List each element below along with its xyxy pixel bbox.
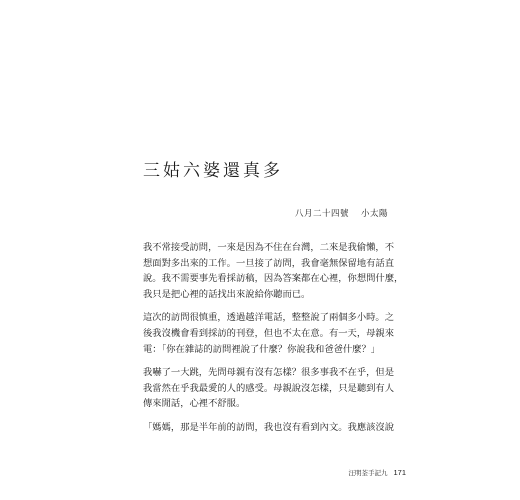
text-line: 這次的訪問很慎重，透過越洋電話，整整說了兩個多小時。之 xyxy=(143,312,395,324)
text-line: 電：「你在雜誌的訪問裡說了什麼？你說我和爸爸什麼？」 xyxy=(143,343,381,355)
running-title: 汪明荃手記九 xyxy=(348,469,388,477)
text-line: 我不常接受訪問，一來是因為不住在台灣，二來是我偷懶，不 xyxy=(143,242,395,253)
chapter-byline xyxy=(295,207,388,219)
text-line: 說。我不需要事先看採訪稿，因為答案都在心裡，你想問什麼， xyxy=(143,273,404,285)
text-line: 傳來閒話，心裡不舒服。 xyxy=(143,398,246,410)
text-line: 我只是把心裡的話找出來說給你聽而已。 xyxy=(143,288,311,300)
chapter-author: 小太陽 xyxy=(360,209,388,219)
text-line: 我嚇了一大跳，先問母親有沒有怎樣？很多事我不在乎，但是 xyxy=(143,367,395,379)
text-line: 想面對多出來的工作。一旦接了訪問，我會毫無保留地有話直 xyxy=(143,257,395,269)
text-line: 「媽媽，那是半年前的訪問，我也沒有看到內文。我應該沒說 xyxy=(143,421,395,433)
text-line: 後我沒機會看到採訪的刊登，但也不太在意。有一天，母親來 xyxy=(143,327,395,339)
chapter-date: 八月二十四號 xyxy=(294,209,349,219)
paragraph xyxy=(143,240,404,302)
page-number: 171 xyxy=(393,468,406,477)
body-text xyxy=(143,240,404,444)
paragraph xyxy=(143,365,395,412)
paragraph xyxy=(143,420,395,436)
chapter-title: 三姑六婆還真多 xyxy=(143,161,283,181)
text-line: 我當然在乎我最愛的人的感受。母親說沒怎樣，只是聽到有人 xyxy=(143,382,395,394)
paragraph xyxy=(143,310,395,357)
page-footer xyxy=(348,468,406,477)
